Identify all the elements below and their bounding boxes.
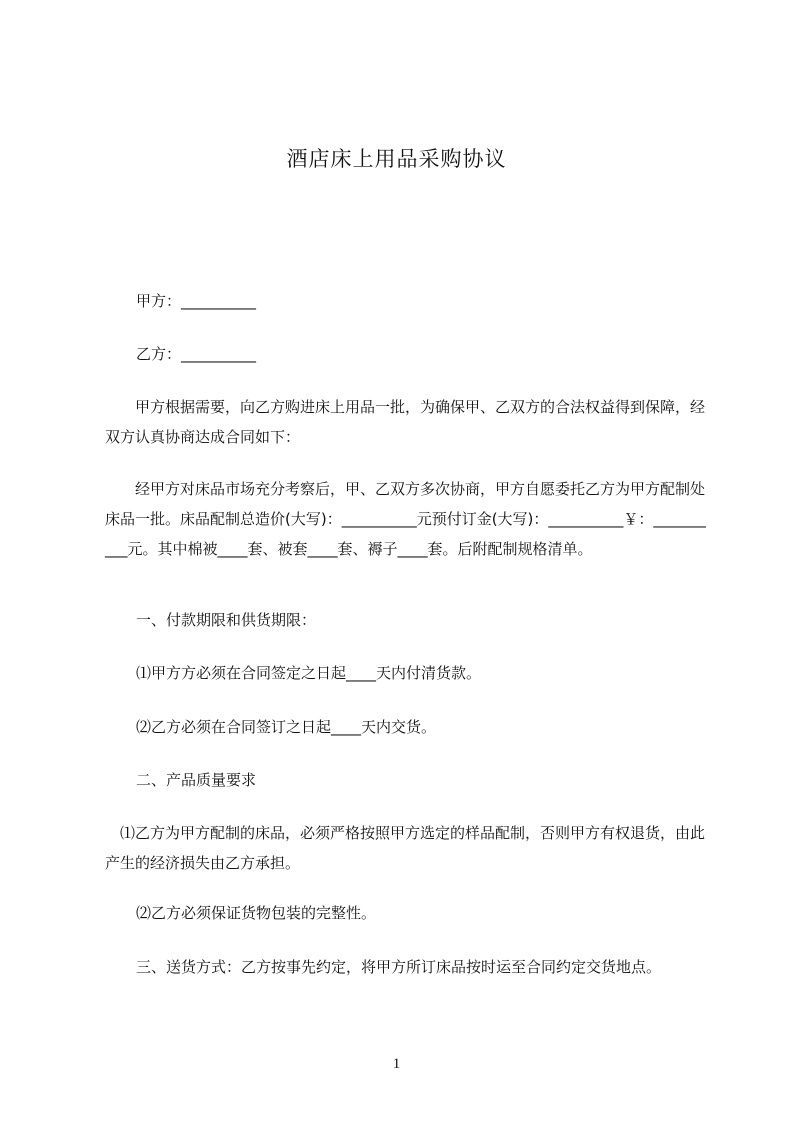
section-heading-quality: 二、产品质量要求 <box>136 771 257 789</box>
intro-paragraph: 甲方根据需要，向乙方购进床上用品一批，为确保甲、乙双方的合法权益得到保障，经双方认真协商达成合同如下： <box>105 398 706 446</box>
party-b-line: 乙方：__________ <box>136 345 257 363</box>
party-a-line: 甲方：__________ <box>136 292 257 310</box>
section-heading-delivery: 三、送货方式：乙方按事先约定，将甲方所订床品按时运至合同约定交货地点。 <box>136 958 662 976</box>
price-paragraph: 经甲方对床品市场充分考察后，甲、乙双方多次协商，甲方自愿委托乙方为甲方配制处床品一批。床品配制总造价(大写)：__________元预付订金(大写)：__________￥：__________元。其中棉被____套、被套____套、褥子____套。后附配制规格清单。 <box>105 480 706 558</box>
quality-clause-2: ⑵乙方必须保证货物包装的完整性。 <box>136 904 377 922</box>
document-title: 酒店床上用品采购协议 <box>286 147 507 171</box>
quality-clause-1: ⑴乙方为甲方配制的床品，必须严格按照甲方选定的样品配制，否则甲方有权退货，由此产生的经济损失由乙方承担。 <box>105 824 706 872</box>
section-heading-payment: 一、付款期限和供货期限： <box>136 611 317 629</box>
payment-clause-2: ⑵乙方必须在合同签订之日起____天内交货。 <box>136 718 437 736</box>
payment-clause-1: ⑴甲方方必须在合同签定之日起____天内付清货款。 <box>136 664 482 682</box>
page-number: 1 <box>392 1056 401 1072</box>
